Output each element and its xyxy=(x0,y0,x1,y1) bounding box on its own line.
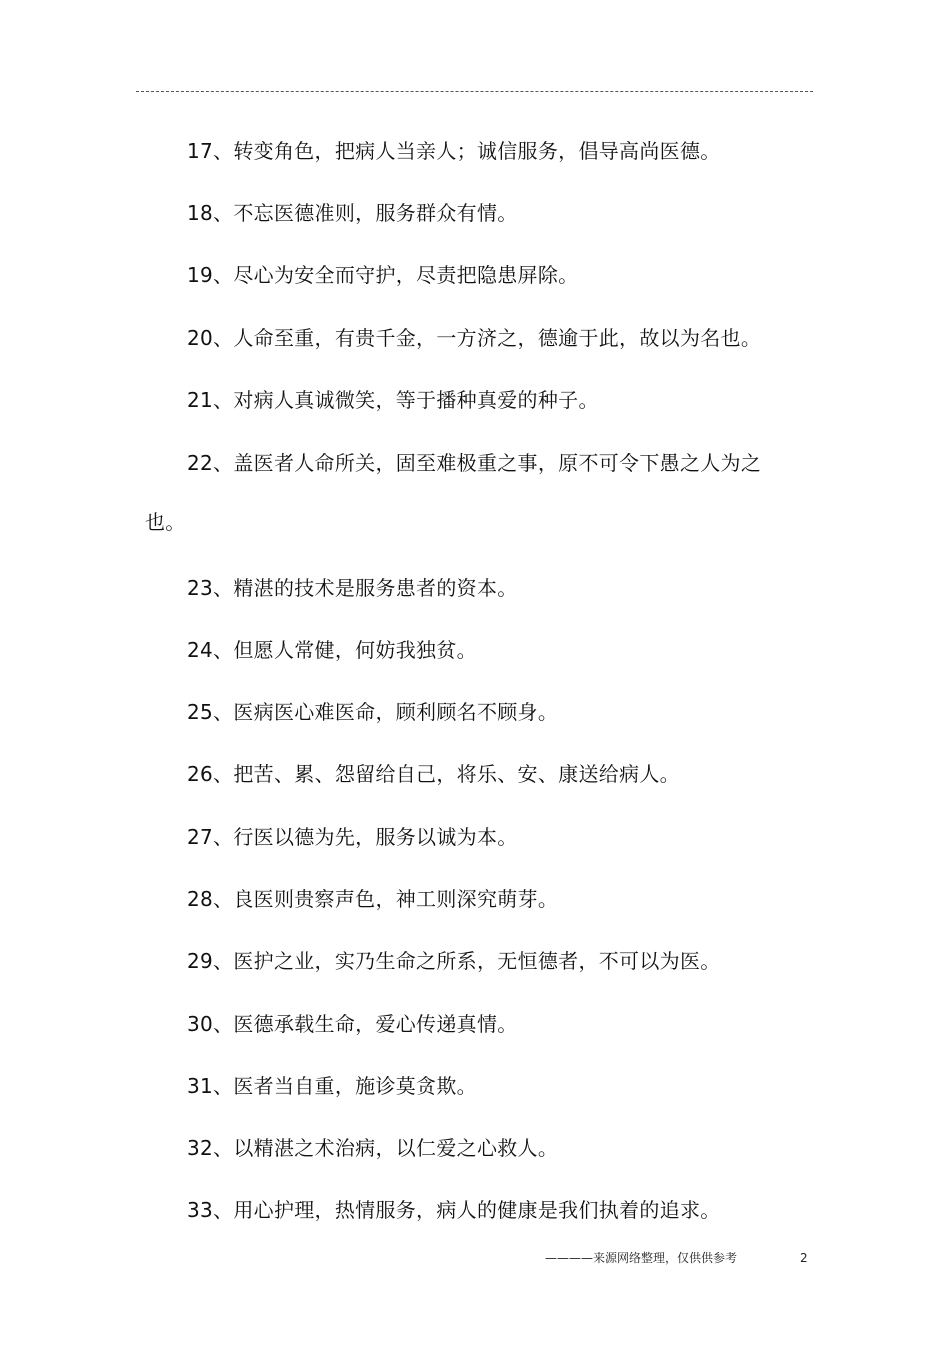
text-line-continuation: 也。 xyxy=(145,510,186,534)
text-line: 23、精湛的技术是服务患者的资本。 xyxy=(187,576,518,600)
text-line: 30、医德承载生命，爱心传递真情。 xyxy=(187,1012,518,1036)
text-line: 17、转变角色，把病人当亲人；诚信服务，倡导高尚医德。 xyxy=(187,139,721,163)
text-line: 18、不忘医德准则，服务群众有情。 xyxy=(187,201,518,225)
text-line: 28、良医则贵察声色，神工则深究萌芽。 xyxy=(187,887,559,911)
footer-source-note: ————来源网络整理，仅供供参考 xyxy=(545,1251,738,1265)
text-line: 32、以精湛之术治病，以仁爱之心救人。 xyxy=(187,1136,559,1160)
text-line: 25、医病医心难医命，顾利顾名不顾身。 xyxy=(187,700,559,724)
text-line: 21、对病人真诚微笑，等于播种真爱的种子。 xyxy=(187,388,599,412)
text-line: 31、医者当自重，施诊莫贪欺。 xyxy=(187,1074,477,1098)
text-line: 33、用心护理，热情服务，病人的健康是我们执着的追求。 xyxy=(187,1198,721,1222)
text-line: 19、尽心为安全而守护，尽责把隐患屏除。 xyxy=(187,263,579,287)
page-number: 2 xyxy=(800,1251,808,1265)
text-line: 22、盖医者人命所关，固至难极重之事，原不可令下愚之人为之 xyxy=(187,451,762,475)
text-line: 24、但愿人常健，何妨我独贫。 xyxy=(187,638,477,662)
text-line: 26、把苦、累、怨留给自己，将乐、安、康送给病人。 xyxy=(187,762,680,786)
text-line: 20、人命至重，有贵千金，一方济之，德逾于此，故以为名也。 xyxy=(187,326,762,350)
header-dashed-rule xyxy=(136,91,813,92)
text-line: 29、医护之业，实乃生命之所系，无恒德者，不可以为医。 xyxy=(187,949,721,973)
text-line: 27、行医以德为先，服务以诚为本。 xyxy=(187,825,518,849)
page-footer xyxy=(545,1248,815,1268)
